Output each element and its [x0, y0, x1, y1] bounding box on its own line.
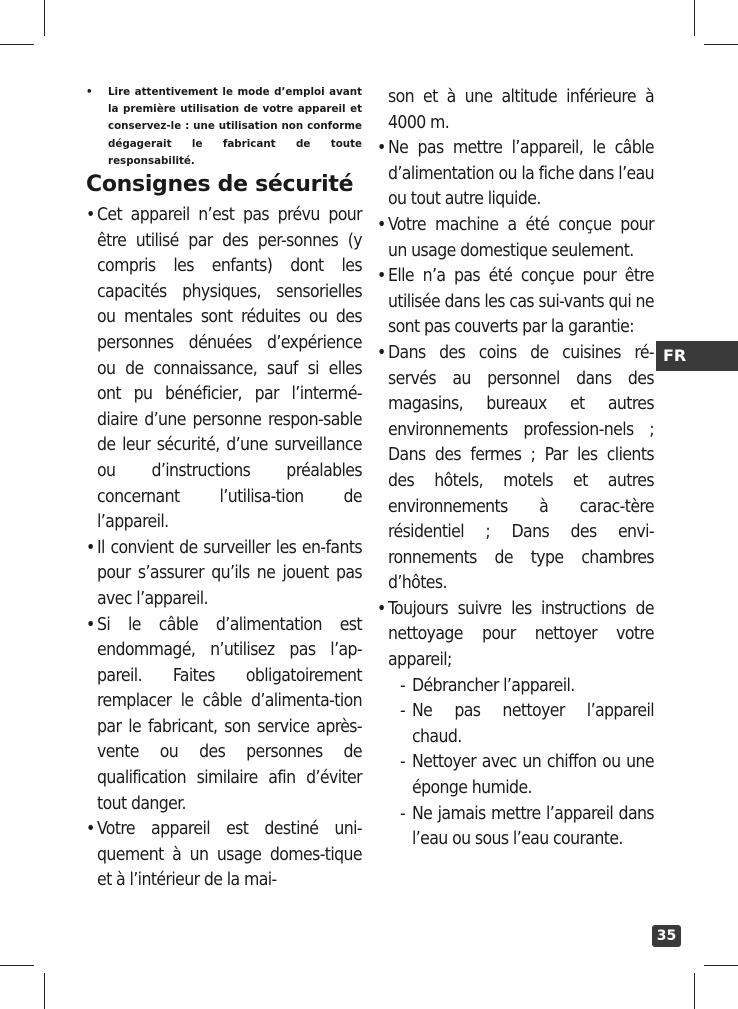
bullet: •: [86, 537, 95, 558]
bullet: •: [377, 342, 386, 363]
list-item: [377, 341, 654, 597]
dash: -: [400, 701, 406, 722]
list-item: [86, 536, 362, 613]
bullet: •: [377, 266, 386, 287]
crop-mark: [694, 973, 695, 1009]
dash: -: [400, 752, 406, 773]
page-number: 35: [652, 925, 681, 947]
list-item-text: Votre machine a été conçue pour un usage domestique seulement.: [388, 214, 654, 261]
list-item-text: son et à une altitude inférieure à 4000 m.: [388, 87, 654, 133]
crop-mark: [0, 44, 34, 45]
list-item-text: Votre appareil est destiné uni-quement à un usage domes-tique et à l’intérieur de la mai-: [97, 819, 362, 891]
list-item: [86, 613, 362, 818]
sub-list-item-text: Nettoyer avec un chiffon ou une éponge humide.: [412, 752, 654, 799]
list-item: [377, 136, 654, 213]
intro-text: Lire attentivement le mode d’emploi avant la première utilisation de votre appareil et conservez-le : une utilisation non conforme dégagerait le fabricant de toute responsabilité.: [108, 86, 362, 167]
bullet: •: [86, 205, 95, 225]
crop-mark: [704, 44, 738, 45]
list-item-text: Dans des coins de cuisines ré-servés au personnel dans des magasins, bureaux et autres environnements profession-nels ; Dans des fermes ; Par les clients des hôtels, motels et autres environnements à carac-tère résidentiel ; Dans des envi-ronnements de type chambres d’hôtes.: [388, 342, 654, 594]
sub-list-item: [388, 802, 654, 853]
sub-list-item-text: Ne jamais mettre l’appareil dans l’eau ou sous l’eau courante.: [412, 803, 654, 850]
language-tab: FR: [656, 341, 738, 371]
dash: -: [400, 803, 406, 824]
list-item-text: Toujours suivre les instructions de nettoyage pour nettoyer votre appareil;: [388, 598, 654, 671]
crop-mark: [694, 0, 695, 36]
list-item: [377, 213, 654, 264]
sub-list-item: [388, 699, 654, 750]
crop-mark: [44, 0, 45, 36]
crop-mark: [0, 965, 34, 966]
list-item-text: Si le câble d’alimentation est endommagé, n’utilisez pas l’ap-pareil. Faites obligatoirement remplacer le câble d’alimenta-tion par le fabricant, son service après-vente ou des personnes de qualification similaire afin d’éviter tout danger.: [97, 614, 362, 814]
crop-mark: [704, 965, 738, 966]
list-item-text: Cet appareil n’est pas prévu pour être utilisé par des per-sonnes (y compris les enfants) dont les capacités physiques, sensorielles ou mentales sont réduites ou des personnes dénuées d’expérience ou de connaissance, sauf si elles ont pu bénéficier, par l’intermé-diaire d’une personne respon-sable de leur sécurité, d’une surveillance ou d’instructions préalables concernant l’utilisa-tion de l’appareil.: [97, 205, 362, 533]
section-title: Consignes de sécurité: [86, 172, 354, 197]
bullet: •: [377, 598, 386, 619]
bullet: •: [86, 86, 93, 98]
dash: -: [400, 675, 406, 696]
bullet: •: [86, 819, 95, 840]
list-item: [377, 264, 654, 341]
crop-mark: [44, 973, 45, 1009]
list-item-text: Il convient de surveiller les en-fants pour s’assurer qu’ils ne jouent pas avec l’appareil.: [97, 537, 362, 609]
right-column: [377, 85, 654, 853]
list-item-text: Elle n’a pas été conçue pour être utilisée dans les cas sui-vants qui ne sont pas couverts par la garantie:: [388, 266, 654, 338]
left-column: [86, 203, 362, 894]
list-item: [86, 203, 362, 536]
sub-list-item: [388, 674, 654, 700]
sub-list-item-text: Débrancher l’appareil.: [412, 675, 575, 696]
bullet: •: [86, 614, 95, 635]
list-item: [86, 817, 362, 894]
bullet: •: [377, 138, 386, 159]
list-item: [377, 597, 654, 853]
list-item-text: Ne pas mettre l’appareil, le câble d’alimentation ou la fiche dans l’eau ou tout autre liquide.: [388, 138, 654, 210]
bullet: •: [377, 214, 386, 235]
list-item-continuation: [377, 85, 654, 136]
sub-list-item-text: Ne pas nettoyer l’appareil chaud.: [412, 701, 654, 747]
sub-list-item: [388, 750, 654, 801]
intro-paragraph: [86, 84, 362, 170]
